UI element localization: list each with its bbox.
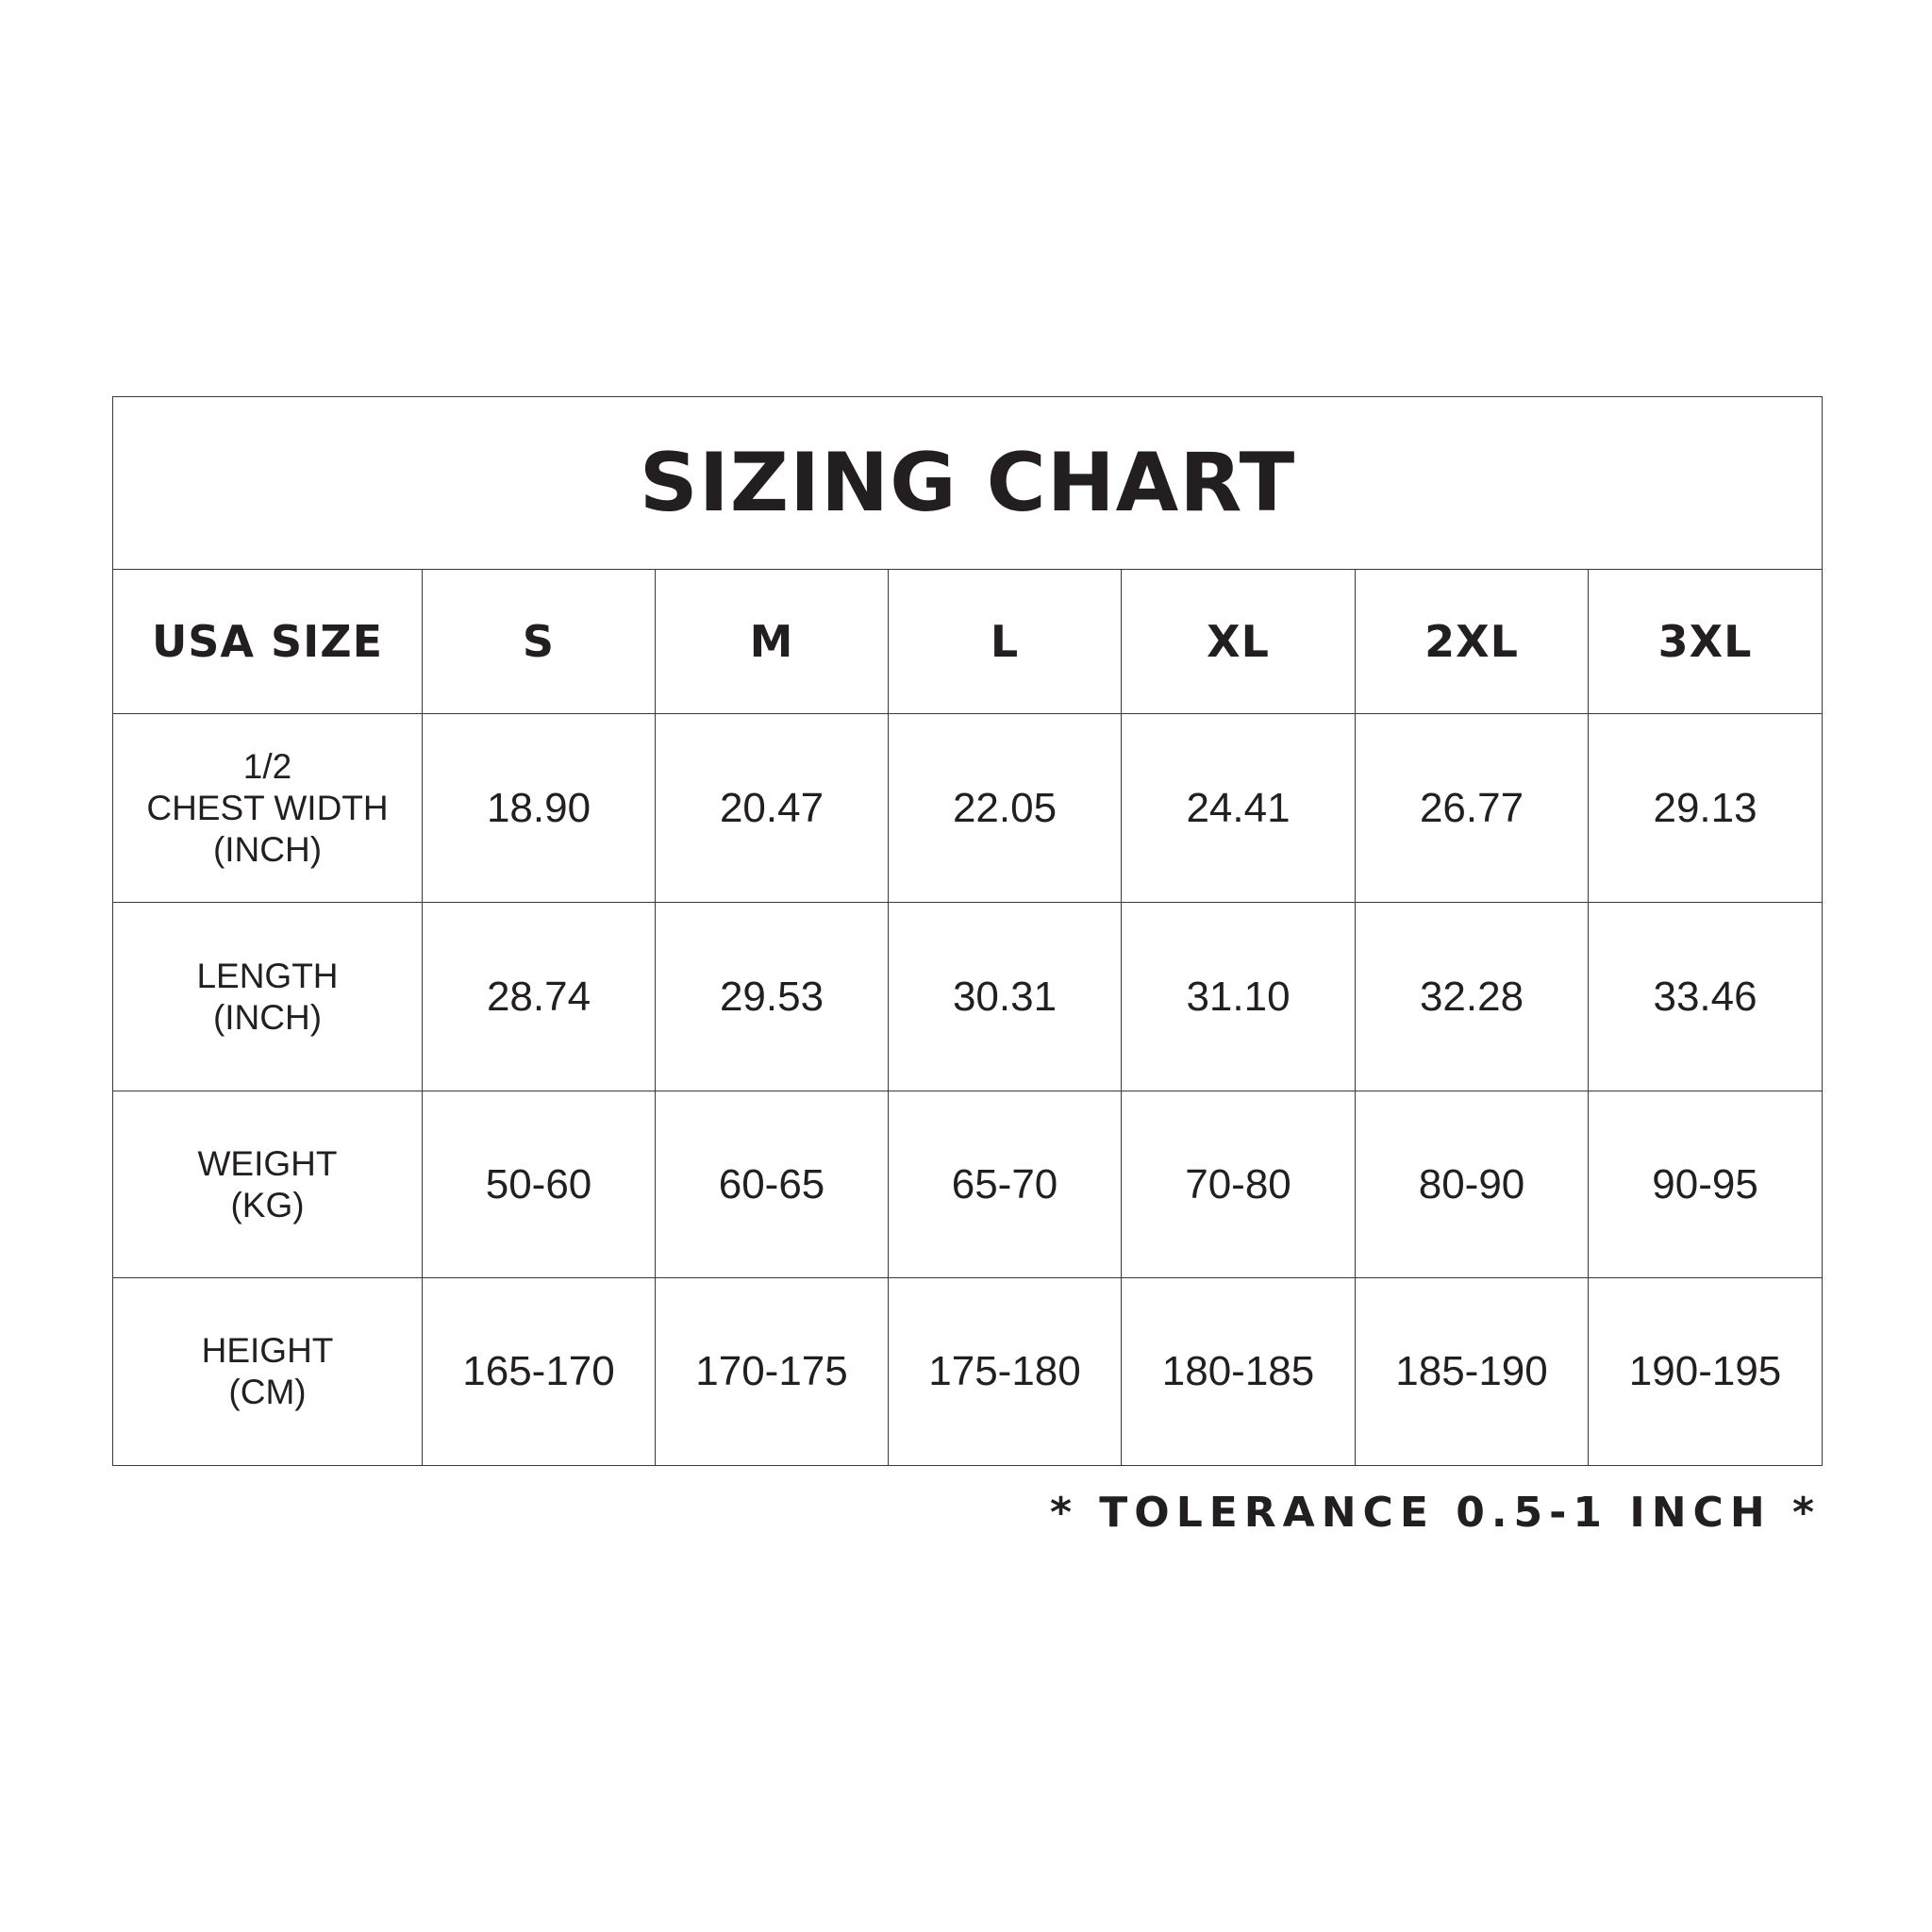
label-line: WEIGHT [197, 1143, 338, 1183]
weight-s: 50-60 [423, 1091, 656, 1278]
length-label [113, 903, 423, 1091]
chest-width-row [113, 714, 1823, 903]
height-label [113, 1278, 423, 1466]
sizing-chart-table [112, 396, 1823, 1466]
tolerance-note: * TOLERANCE 0.5-1 INCH * [1049, 1489, 1821, 1537]
size-header-s: S [423, 570, 656, 714]
weight-label [113, 1091, 423, 1278]
length-l: 30.31 [889, 903, 1122, 1091]
size-header-3xl: 3XL [1589, 570, 1823, 714]
chest-width-m: 20.47 [656, 714, 889, 903]
chart-title: SIZING CHART [113, 397, 1823, 570]
weight-2xl: 80-90 [1356, 1091, 1589, 1278]
size-header-m: M [656, 570, 889, 714]
height-s: 165-170 [423, 1278, 656, 1466]
height-m: 170-175 [656, 1278, 889, 1466]
label-line: CHEST WIDTH [146, 788, 389, 827]
weight-m: 60-65 [656, 1091, 889, 1278]
title-row [113, 397, 1823, 570]
height-xl: 180-185 [1122, 1278, 1356, 1466]
chest-width-xl: 24.41 [1122, 714, 1356, 903]
length-s: 28.74 [423, 903, 656, 1091]
label-line: LENGTH [196, 956, 339, 995]
chest-width-2xl: 26.77 [1356, 714, 1589, 903]
length-2xl: 32.28 [1356, 903, 1589, 1091]
weight-xl: 70-80 [1122, 1091, 1356, 1278]
usa-size-label: USA SIZE [113, 570, 423, 714]
size-header-l: L [889, 570, 1122, 714]
label-line: (INCH) [212, 997, 323, 1037]
weight-row [113, 1091, 1823, 1278]
length-xl: 31.10 [1122, 903, 1356, 1091]
label-line: HEIGHT [201, 1331, 334, 1370]
chest-width-l: 22.05 [889, 714, 1122, 903]
chest-width-label [113, 714, 423, 903]
height-3xl: 190-195 [1589, 1278, 1823, 1466]
chest-width-3xl: 29.13 [1589, 714, 1823, 903]
height-l: 175-180 [889, 1278, 1122, 1466]
label-line: (CM) [228, 1373, 307, 1411]
label-line: (INCH) [212, 829, 323, 869]
height-row [113, 1278, 1823, 1466]
size-header-2xl: 2XL [1356, 570, 1589, 714]
size-header-row [113, 570, 1823, 714]
height-2xl: 185-190 [1356, 1278, 1589, 1466]
length-m: 29.53 [656, 903, 889, 1091]
label-line: (KG) [230, 1185, 305, 1224]
weight-l: 65-70 [889, 1091, 1122, 1278]
weight-3xl: 90-95 [1589, 1091, 1823, 1278]
chest-width-s: 18.90 [423, 714, 656, 903]
label-line: 1/2 [242, 746, 292, 786]
length-3xl: 33.46 [1589, 903, 1823, 1091]
length-row [113, 903, 1823, 1091]
size-header-xl: XL [1122, 570, 1356, 714]
